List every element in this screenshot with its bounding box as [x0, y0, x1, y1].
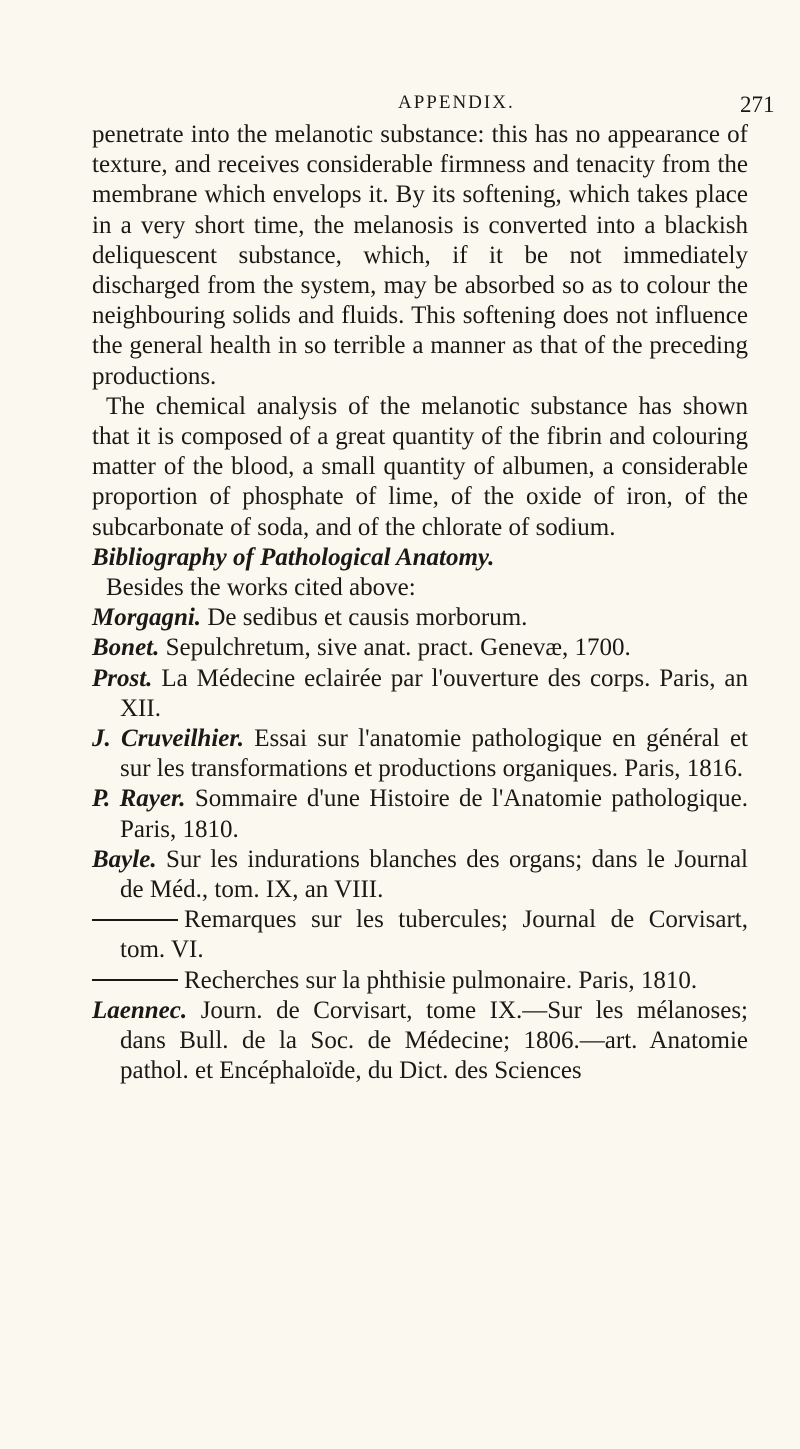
ditto-dash: [92, 919, 178, 921]
entry-author: Prost.: [92, 664, 153, 692]
bibliography-heading: Bibliography of Pathological Anatomy.: [92, 543, 495, 571]
running-title: APPENDIX.: [398, 92, 515, 113]
bibliography-entry-prost: [92, 664, 748, 724]
entry-text: Sepulchretum, sive anat. pract. Genevæ, 1700.: [165, 634, 631, 662]
bibliography-entry-cruveilhier: [92, 724, 748, 784]
entry-text: La Médecine eclairée par l'ouverture des corps. Paris, an XII.: [120, 664, 749, 722]
entry-text: De sedibus et causis morborum.: [207, 604, 528, 632]
bibliography-entry-bayle-remarques: [92, 905, 748, 965]
bibliography-entry-bonet: [92, 633, 748, 663]
bibliography-entry-laennec: [92, 996, 748, 1087]
bibliography-intro: Besides the works cited above:: [106, 574, 416, 602]
entry-author: Morgagni.: [92, 604, 202, 632]
bibliography-entry-bayle: [92, 845, 748, 905]
bibliography-entry-bayle-recherches: [92, 966, 748, 996]
entry-author: P. Rayer.: [92, 785, 186, 813]
entry-text: Recherches sur la phthisie pulmonaire. Paris, 1810.: [184, 966, 698, 994]
entry-text: Sommaire d'une Histoire de l'Anatomie pathologique. Paris, 1810.: [120, 785, 749, 843]
bibliography-entry-morgagni: [92, 603, 748, 633]
entry-text: Essai sur l'anatomie pathologique en général et sur les transformations et productions organiques. Paris, 1816.: [120, 725, 749, 783]
entry-text: Journ. de Corvisart, tome IX.—Sur les mélanoses; dans Bull. de la Soc. de Médecine; 1806.—art. Anatomie pathol. et Encéphaloïde, du Dict. des Sciences: [120, 996, 748, 1085]
entry-author: Laennec.: [92, 996, 188, 1024]
entry-text: Remarques sur les tubercules; Journal de Corvisart, tom. VI.: [120, 906, 748, 964]
entry-author: J. Cruveilhier.: [92, 725, 244, 753]
entry-author: Bonet.: [92, 634, 160, 662]
entry-text: Sur les indurations blanches des organs; dans le Journal de Méd., tom. IX, an VIII.: [120, 845, 748, 904]
page-header: [0, 92, 800, 117]
paragraph-chemical-analysis: The chemical analysis of the melanotic substance has shown that it is composed of a great quantity of the fibrin and colouring matter of the blood, a small quantity of albumen, a considerable proportion of phosphate of lime, of the oxide of iron, of the subcarbonate of soda, and of the chlorate of sodium.: [92, 392, 748, 541]
paragraph-melanosis-softening: penetrate into the melanotic substance: this has no appearance of texture, and receives considerable firmness and tenacity from the membrane which envelops it. By its softening, which takes place in a very short time, the melanosis is converted into a blackish deliquescent substance, which, if it be not immediately discharged from the system, may be absorbed so as to colour the neighbouring solids and fluids. This softening does not influence the general health in so terrible a manner as that of the preceding productions.: [92, 121, 748, 390]
bibliography-entry-rayer: [92, 784, 748, 844]
page-number: 271: [740, 92, 775, 117]
page-body: [92, 120, 748, 1087]
ditto-dash: [92, 979, 178, 981]
entry-author: Bayle.: [92, 845, 157, 873]
